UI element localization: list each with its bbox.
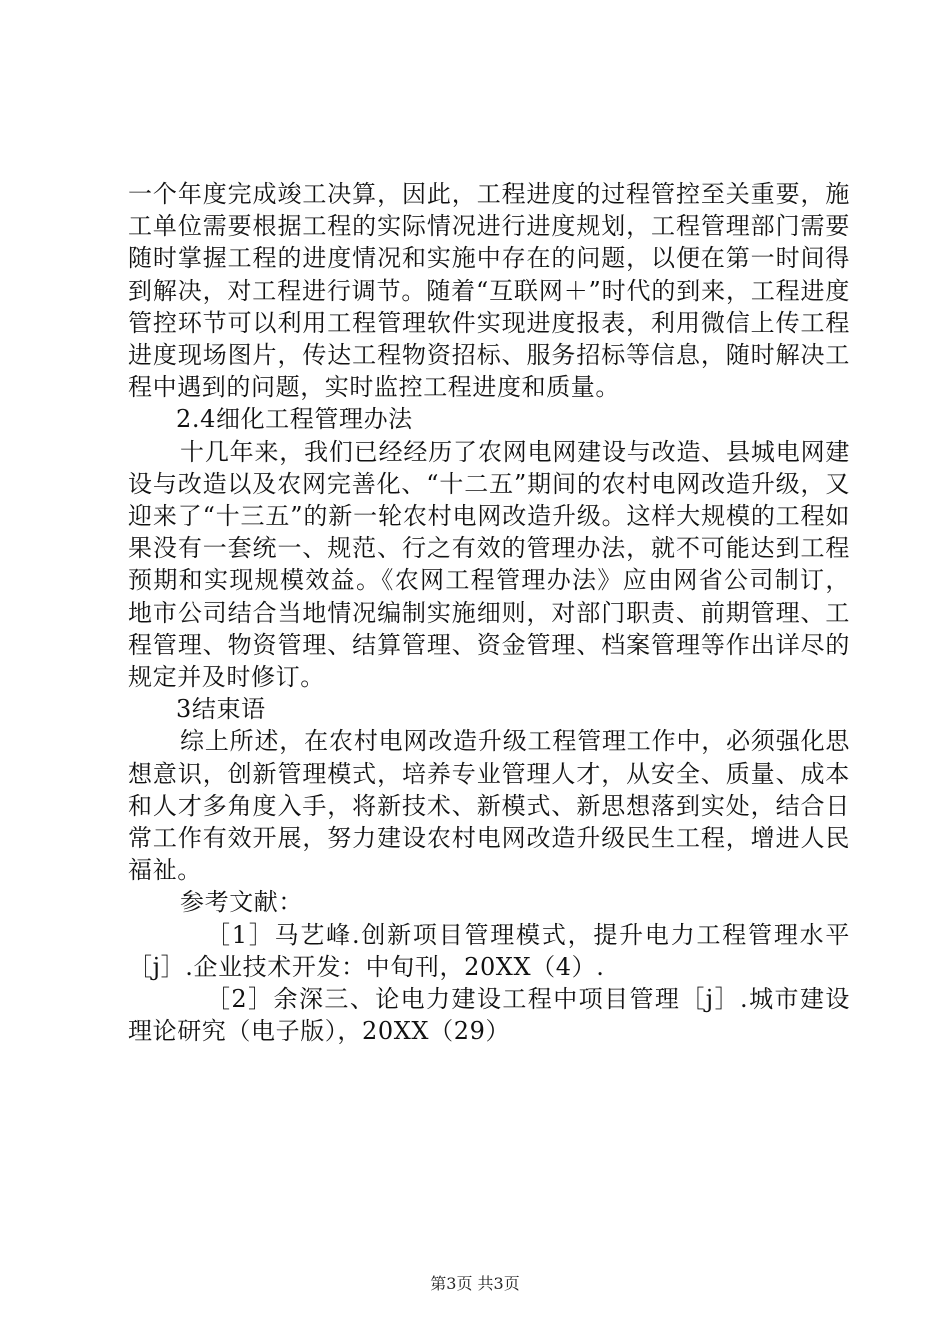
paragraph-progress-control: 一个年度完成竣工决算，因此，工程进度的过程管控至关重要，施工单位需要根据工程的实际情况进行进度规划，工程管理部门需要随时掌握工程的进度情况和实施中存在的问题，以便在第一时间得到解决，对工程进行调节。随着“互联网＋”时代的到来，工程进度管控环节可以利用工程管理软件实现进度报表，利用微信上传工程进度现场图片，传达工程物资招标、服务招标等信息，随时解决工程中遇到的问题，实时监控工程进度和质量。: [128, 180, 850, 402]
section-heading-3: 3结束语: [176, 695, 266, 724]
paragraph-conclusion: 综上所述，在农村电网改造升级工程管理工作中，必须强化思想意识，创新管理模式，培养专业管理人才，从安全、质量、成本和人才多角度入手，将新技术、新模式、新思想落到实处，结合日常工作有效开展，努力建设农村电网改造升级民生工程，增进人民福祉。: [128, 727, 850, 885]
document-body: [128, 178, 850, 1047]
reference-item-2: ［2］余深三、论电力建设工程中项目管理［j］.城市建设理论研究（电子版），20XX（29）: [128, 985, 850, 1046]
page-footer: 第3页 共3页: [430, 1274, 520, 1293]
references-label: 参考文献：: [180, 888, 303, 917]
reference-item-1: ［1］马艺峰.创新项目管理模式，提升电力工程管理水平［j］.企业技术开发：中旬刊，20XX（4）.: [128, 920, 850, 981]
paragraph-management-methods: 十几年来，我们已经经历了农网电网建设与改造、县城电网建设与改造以及农网完善化、“十二五”期间的农村电网改造升级，又迎来了“十三五”的新一轮农村电网改造升级。这样大规模的工程如果没有一套统一、规范、行之有效的管理办法，就不可能达到工程预期和实现规模效益。《农网工程管理办法》应由网省公司制订，地市公司结合当地情况编制实施细则，对部门职责、前期管理、工程管理、物资管理、结算管理、资金管理、档案管理等作出详尽的规定并及时修订。: [128, 437, 850, 692]
section-heading-2-4: 2.4细化工程管理办法: [176, 405, 413, 434]
